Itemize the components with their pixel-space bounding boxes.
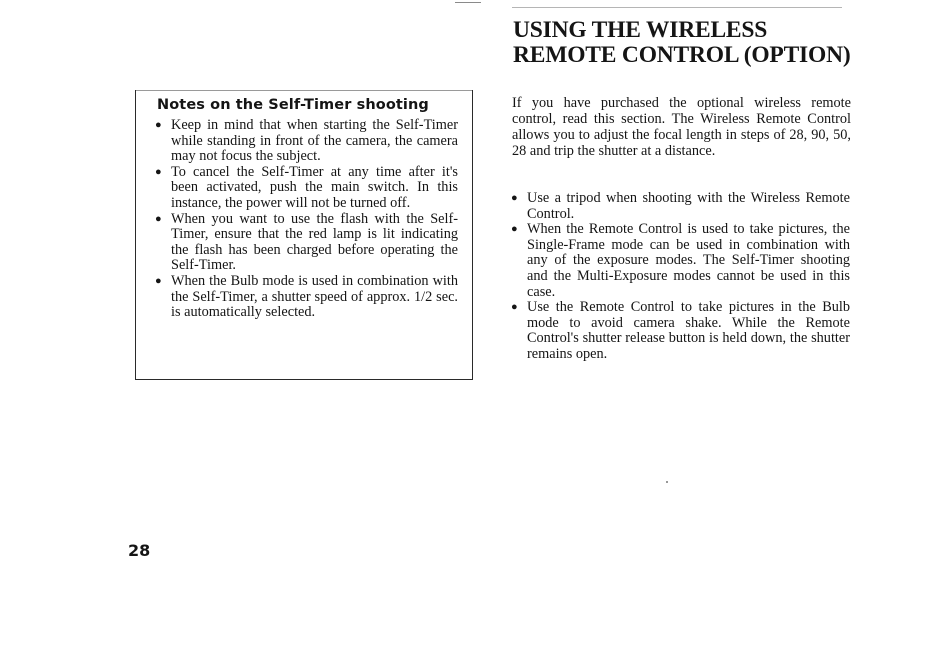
notes-list-item	[155, 212, 458, 274]
bullet-icon: ●	[155, 119, 162, 131]
remote-item-text: When the Remote Control is used to take pictures, the Single-Frame mode can be used in combination with any of the exposure modes. The Self-Timer shooting and the Multi-Exposure modes cannot be used in this case.	[527, 221, 850, 300]
bullet-icon: ●	[155, 165, 162, 178]
section-intro: If you have purchased the optional wireless remote control, read this section. The Wireless Remote Control allows you to adjust the focal length in steps of 28, 90, 50, 28 and trip the shutter at a distance.	[512, 95, 851, 159]
bullet-icon: ●	[511, 223, 518, 236]
bullet-icon: ●	[155, 274, 162, 287]
notes-title: Notes on the Self-Timer shooting	[157, 97, 429, 113]
section-title	[513, 18, 850, 68]
remote-list-item	[511, 300, 850, 362]
notes-list-item	[155, 165, 458, 212]
bullet-icon: ●	[511, 192, 518, 204]
notes-box	[135, 90, 473, 380]
notes-list-item	[155, 274, 458, 321]
scan-line-right	[512, 7, 842, 8]
section-title-line-1: USING THE WIRELESS	[513, 17, 768, 43]
notes-item-text: To cancel the Self-Timer at any time after it's been activated, push the main switch. In this instance, the power will not be turned off.	[171, 163, 458, 211]
notes-list-item	[155, 118, 458, 165]
notes-item-text: When the Bulb mode is used in combination with the Self-Timer, a shutter speed of approx. 1/2 sec. is automatically selected.	[171, 272, 458, 321]
notes-item-text: When you want to use the flash with the Self-Timer, ensure that the red lamp is lit indicating the flash has been charged before operating the Self-Timer.	[171, 210, 458, 274]
bullet-icon: ●	[511, 301, 518, 314]
remote-list-item	[511, 191, 850, 222]
remote-control-list	[511, 191, 850, 363]
remote-list-item	[511, 222, 850, 300]
page-number: 28	[128, 541, 151, 560]
scan-line-left	[455, 2, 481, 3]
section-title-line-2: REMOTE CONTROL (OPTION)	[513, 42, 851, 68]
remote-item-text: Use a tripod when shooting with the Wireless Remote Control.	[527, 190, 850, 222]
scan-speck	[666, 481, 668, 483]
notes-list	[155, 118, 458, 321]
bullet-icon: ●	[155, 212, 162, 225]
notes-item-text: Keep in mind that when starting the Self-Timer while standing in front of the camera, the camera may not focus the subject.	[171, 117, 458, 165]
remote-item-text: Use the Remote Control to take pictures in the Bulb mode to avoid camera shake. While the Remote Control's shutter release button is held down, the shutter remains open.	[527, 299, 850, 362]
